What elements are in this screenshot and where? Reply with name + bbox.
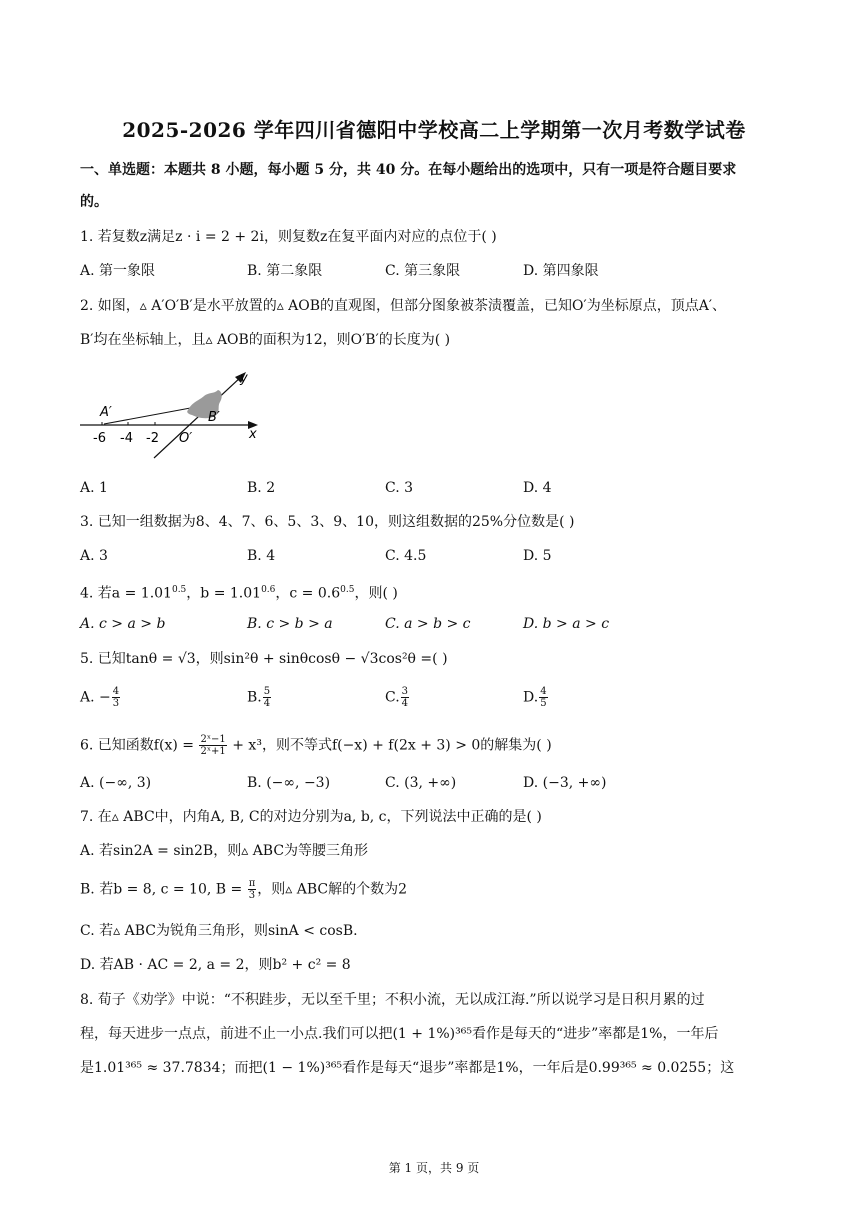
q5-option-c-fraction [401, 686, 409, 709]
q6-fraction [199, 734, 226, 757]
label-x: x [249, 427, 257, 442]
q7-option-b [80, 878, 407, 901]
q7-option-a: A. 若sin2A = sin2B，则▵ ABC为等腰三角形 [80, 843, 369, 859]
q3-stem: 3. 已知一组数据为8、4、7、6、5、3、9、10，则这组数据的25%分位数是( ) [80, 514, 575, 530]
q5-option-c [385, 686, 410, 709]
q6-stem-post: + x³，则不等式f(−x) + f(2x + 3) > 0的解集为( ) [232, 737, 552, 754]
q4-stem-end: ，则( ) [354, 585, 398, 602]
q8-line1: 8. 荀子《劝学》中说：“不积跬步，无以至千里；不积小流，无以成江海.”所以说学习是日积月累的过 [80, 992, 705, 1008]
q5-option-d [523, 686, 549, 709]
q4-exp-b: 0.6 [261, 585, 276, 595]
q3-option-b: B. 4 [247, 548, 276, 564]
tick-label-neg6: -6 [93, 431, 106, 446]
q2-stem-line2: B′均在坐标轴上，且▵ AOB的面积为12，则O′B′的长度为( ) [80, 332, 451, 348]
q5-option-a-fraction [112, 686, 120, 709]
q6-option-c: C. (3, +∞) [385, 775, 457, 791]
label-a-prime: A′ [100, 405, 112, 420]
q7-option-c: C. 若▵ ABC为锐角三角形，则sinA < cosB. [80, 923, 358, 939]
q5-option-b-den: 4 [263, 698, 271, 709]
q5-option-b-num: 5 [263, 686, 271, 697]
section-heading-line2: 的。 [80, 194, 108, 210]
q6-frac-num: 2ˣ−1 [200, 734, 226, 745]
q5-stem: 5. 已知tanθ = √3，则sin²θ + sinθcosθ − √3cos²θ =( ) [80, 651, 448, 667]
q3-option-a: A. 3 [80, 548, 108, 564]
q4-stem-b: ，b = 1.01 [186, 585, 262, 602]
q4-stem-c: ，c = 0.6 [275, 585, 341, 602]
q2-option-a: A. 1 [80, 480, 108, 496]
q5-option-a-num: 4 [112, 686, 120, 697]
q4-option-c: C. a > b > c [385, 616, 471, 632]
q5-option-b [247, 686, 272, 709]
q4-option-d: D. b > a > c [523, 616, 610, 632]
q5-option-d-num: 4 [540, 686, 547, 697]
q3-option-d: D. 5 [523, 548, 552, 564]
q2-option-b: B. 2 [247, 480, 276, 496]
tick-label-neg2: -2 [146, 431, 159, 446]
q2-figure [76, 364, 276, 464]
q4-stem [80, 580, 398, 604]
page-title: 2025-2026 学年四川省德阳中学校高二上学期第一次月考数学试卷 [122, 118, 746, 142]
q7-option-b-den: 3 [248, 890, 256, 901]
q6-stem [80, 734, 552, 757]
q5-option-d-prefix: D. [523, 689, 539, 706]
q1-option-a: A. 第一象限 [80, 263, 156, 279]
q7-option-b-fraction [248, 878, 257, 901]
q5-option-a-den: 3 [112, 698, 120, 709]
page-footer: 第 1 页，共 9 页 [388, 1161, 480, 1175]
q6-option-d: D. (−3, +∞) [523, 775, 607, 791]
q6-option-a: A. (−∞, 3) [80, 775, 152, 791]
label-o-prime: O′ [179, 431, 193, 446]
q5-option-c-prefix: C. [385, 689, 400, 706]
q5-option-c-num: 3 [401, 686, 409, 697]
q4-exp-a: 0.5 [171, 585, 187, 595]
q2-option-c: C. 3 [385, 480, 414, 496]
q8-line3: 是1.01³⁶⁵ ≈ 37.7834；而把(1 − 1%)³⁶⁵看作是每天“退步”率都是1%，一年后是0.99³⁶⁵ ≈ 0.0255；这 [80, 1060, 735, 1076]
q1-option-d: D. 第四象限 [523, 263, 599, 279]
q2-option-d: D. 4 [523, 480, 552, 496]
q1-option-c: C. 第三象限 [385, 263, 461, 279]
q5-option-a [80, 686, 121, 709]
label-b-prime: B′ [208, 410, 220, 425]
q7-stem: 7. 在▵ ABC中，内角A, B, C的对边分别为a, b, c，下列说法中正确的是( ) [80, 809, 542, 825]
q5-option-c-den: 4 [401, 698, 409, 709]
q6-stem-pre: 6. 已知函数f(x) = [80, 737, 194, 754]
q5-option-b-prefix: B. [247, 689, 262, 706]
q7-option-b-num: π [248, 878, 256, 889]
q1-stem: 1. 若复数z满足z · i = 2 + 2i，则复数z在复平面内对应的点位于( ) [80, 229, 497, 245]
q6-frac-den: 2ˣ+1 [200, 746, 226, 757]
q4-stem-a: 4. 若a = 1.01 [80, 585, 172, 602]
label-y: y [240, 371, 248, 386]
q4-option-a: A. c > a > b [80, 616, 166, 632]
q7-option-b-pre: B. 若b = 8, c = 10, B = [80, 881, 243, 898]
q7-option-d: D. 若AB · AC = 2, a = 2，则b² + c² = 8 [80, 957, 351, 973]
tick-label-neg4: -4 [120, 431, 133, 446]
q4-exp-c: 0.5 [340, 585, 355, 595]
q3-option-c: C. 4.5 [385, 548, 427, 564]
q2-stem-line1: 2. 如图，▵ A′O′B′是水平放置的▵ AOB的直观图，但部分图象被茶渍覆盖，已知O′为坐标原点，顶点A′、 [80, 298, 726, 314]
q4-option-b: B. c > b > a [247, 616, 333, 632]
q7-option-b-post: ，则▵ ABC解的个数为2 [257, 881, 408, 898]
q6-option-b: B. (−∞, −3) [247, 775, 331, 791]
q1-option-b: B. 第二象限 [247, 263, 323, 279]
q5-option-d-fraction [539, 686, 547, 709]
q5-option-d-den: 5 [540, 698, 547, 709]
q5-option-b-fraction [263, 686, 271, 709]
section-heading-line1: 一、单选题：本题共 8 小题，每小题 5 分，共 40 分。在每小题给出的选项中，只有一项是符合题目要求 [80, 162, 737, 178]
q8-line2: 程，每天进步一点点，前进不止一小点.我们可以把(1 + 1%)³⁶⁵看作是每天的“进步”率都是1%，一年后 [80, 1026, 719, 1042]
q5-option-a-prefix: A. − [80, 689, 111, 706]
